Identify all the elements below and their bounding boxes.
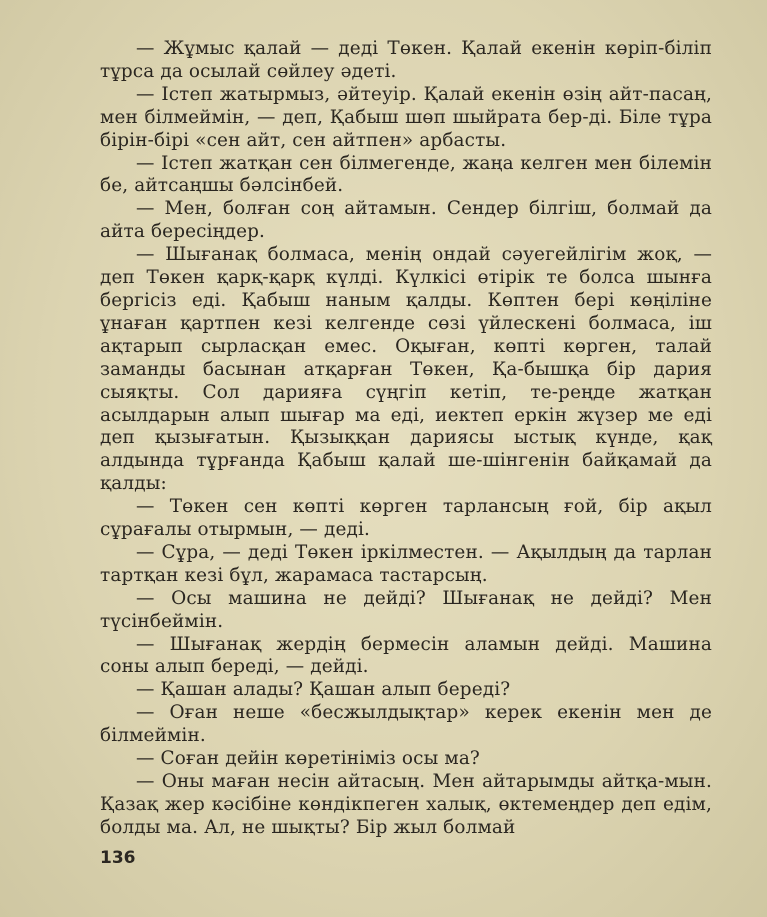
paragraph-10: — Қашан алады? Қашан алып береді? xyxy=(136,679,511,701)
paragraph-2: — Істеп жатырмыз, әйтеуір. Қалай екенін өзің айт-пасаң, мен білмеймін, — деп, Қабыш шөп шыйрата бер-ді. Біле тұра бірін-бірі «сен айт, сен айтпен» арбасты. xyxy=(100,83,712,151)
paragraph-8: — Осы машина не дейді? Шығанақ не дейді? Мен түсінбеймін. xyxy=(100,587,712,632)
paragraph-1: — Жұмыс қалай — деді Төкен. Қалай екенін көріп-біліп тұрса да осылай сөйлеу әдеті. xyxy=(100,38,712,82)
paragraph-6: — Төкен сен көпті көрген тарлансың ғой, бір ақыл сұрағалы отырмын, — деді. xyxy=(100,496,712,541)
paragraph-13: — Оны маған несін айтасың. Мен айтарымды айтқа-мын. Қазақ жер кәсібіне көндікпеген халық, өктемеңдер деп едім, болды ма. Ал, не шықты? Бір жыл болмай xyxy=(100,771,712,838)
paragraph-12: — Соған дейін көретініміз осы ма? xyxy=(136,748,480,770)
paragraph-7: — Сұра, — деді Төкен іркілместен. — Ақылдың да тарлан тартқан кезі бұл, жарамаса тастарсың. xyxy=(100,541,712,586)
page-body-text xyxy=(100,38,712,840)
paragraph-9: — Шығанақ жердің бермесін аламын дейді. Машина соны алып береді, — дейді. xyxy=(100,633,712,678)
page-number: 136 xyxy=(100,848,136,868)
paragraph-3: — Істеп жатқан сен білмегенде, жаңа келген мен білемін бе, айтсаңшы бәлсінбей. xyxy=(100,152,712,197)
paragraph-4: — Мен, болған соң айтамын. Сендер білгіш, болмай да айта бересіңдер. xyxy=(100,198,712,243)
paragraph-11: — Оған неше «бесжылдықтар» керек екенін мен де білмеймін. xyxy=(100,702,712,747)
paragraph-5: — Шығанақ болмаса, менің ондай сәуегейлігім жоқ, — деп Төкен қарқ-қарқ күлді. Күлкісі өтірік те болса шынға бергісіз еді. Қабыш наным қалды. Көптен бері көңіліне ұнаған қартпен кезі келгенде сөзі үйлескені болмаса, іш ақтарып сырласқан емес. Оқыған, көпті көрген, талай заманды басынан атқарған Төкен, Қа-бышқа бір дария сыяқты. Сол дарияға сүңгіп кетіп, те-реңде жатқан асылдарын алып шығар ма еді, иектеп еркін жүзер ме еді деп қызығатын. Қызыққан дариясы ыстық күнде, қақ алдында тұрғанда Қабыш қалай ше-шінгенін байқамай да қалды: xyxy=(100,244,712,495)
